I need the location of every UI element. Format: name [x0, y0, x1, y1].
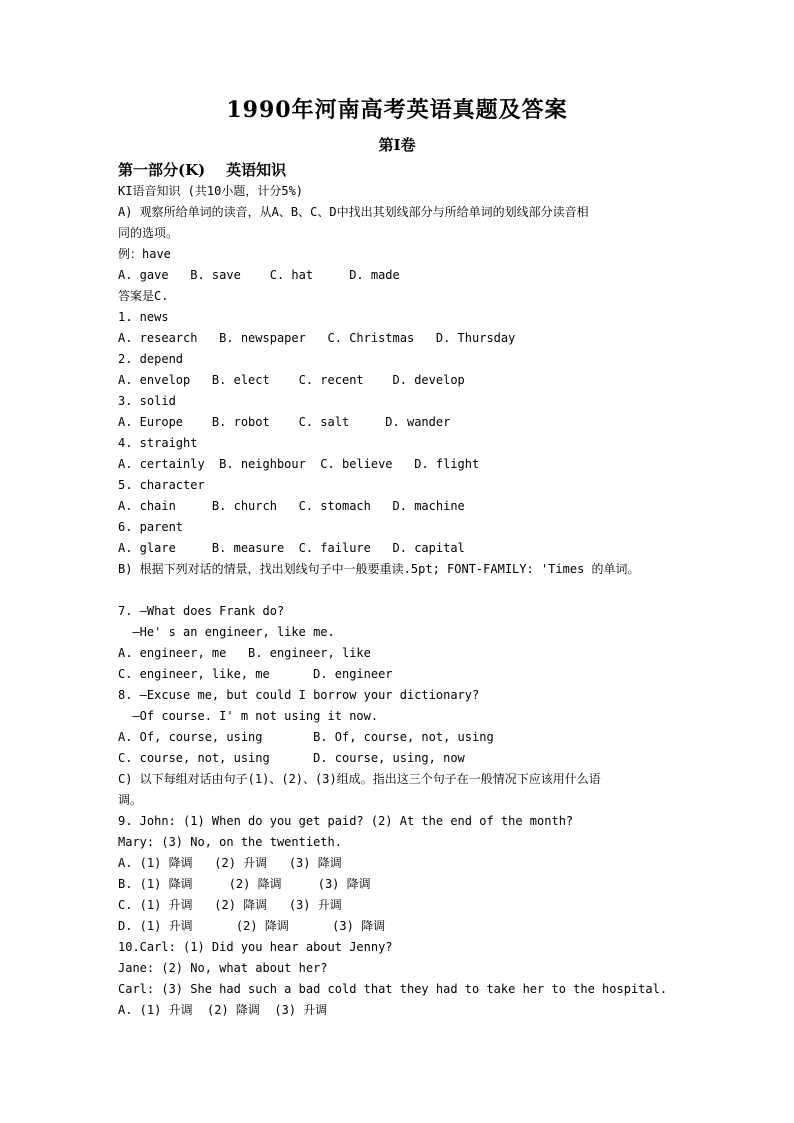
- part1-heading: 第一部分(K) 英语知识: [118, 161, 287, 179]
- question-9-option-b: B. (1) 降调 (2) 降调 (3) 降调: [118, 877, 371, 891]
- question-7-dialog-line1: 7. —What does Frank do?: [118, 604, 285, 618]
- question-9-option-d: D. (1) 升调 (2) 降调 (3) 降调: [118, 919, 386, 933]
- part1-subheading: KI语音知识 (共10小题，计分5%): [118, 184, 304, 198]
- question-8-options-cd: C. course, not, using D. course, using, now: [118, 751, 465, 765]
- question-10-dialog-line3: Carl: (3) She had such a bad cold that they had to take her to the hospital.: [118, 982, 668, 996]
- question-8-dialog-line2: —Of course. I' m not using it now.: [118, 709, 379, 723]
- volume-heading: 第Ⅰ卷: [378, 136, 416, 154]
- document-body: [118, 159, 676, 1021]
- question-10-dialog-line2: Jane: (2) No, what about her?: [118, 961, 328, 975]
- question-4-options: A. certainly B. neighbour C. believe D. flight: [118, 457, 480, 471]
- blank-line: [118, 580, 676, 601]
- question-9-option-a: A. (1) 降调 (2) 升调 (3) 降调: [118, 856, 342, 870]
- section-a-instruction-line2: 同的选项。: [118, 226, 179, 240]
- example-options: A. gave B. save C. hat D. made: [118, 268, 400, 282]
- section-c-instruction-line1: C) 以下每组对话由句子(1)、(2)、(3)组成。指出这三个句子在一般情况下应该用什么语: [118, 772, 601, 786]
- question-5-options: A. chain B. church C. stomach D. machine: [118, 499, 465, 513]
- question-10-option-a: A. (1) 升调 (2) 降调 (3) 升调: [118, 1003, 328, 1017]
- question-10-dialog-line1: 10.Carl: (1) Did you hear about Jenny?: [118, 940, 393, 954]
- document-title: 1990年河南高考英语真题及答案: [226, 97, 568, 123]
- question-7-options-cd: C. engineer, like, me D. engineer: [118, 667, 393, 681]
- question-6-stem: 6. parent: [118, 520, 184, 534]
- question-7-options-ab: A. engineer, me B. engineer, like: [118, 646, 371, 660]
- question-4-stem: 4. straight: [118, 436, 198, 450]
- section-a-instruction-line1: A) 观察所给单词的读音，从A、B、C、D中找出其划线部分与所给单词的划线部分读音相: [118, 205, 589, 219]
- question-2-stem: 2. depend: [118, 352, 184, 366]
- question-9-dialog-line2: Mary: (3) No, on the twentieth.: [118, 835, 342, 849]
- question-3-options: A. Europe B. robot C. salt D. wander: [118, 415, 451, 429]
- question-1-options: A. research B. newspaper C. Christmas D. Thursday: [118, 331, 516, 345]
- question-7-dialog-line2: —He' s an engineer, like me.: [118, 625, 335, 639]
- question-6-options: A. glare B. measure C. failure D. capital: [118, 541, 465, 555]
- example-label: 例：have: [118, 247, 171, 261]
- question-1-stem: 1. news: [118, 310, 169, 324]
- question-8-options-ab: A. Of, course, using B. Of, course, not, using: [118, 730, 494, 744]
- question-5-stem: 5. character: [118, 478, 205, 492]
- example-answer: 答案是C.: [118, 289, 169, 303]
- section-c-instruction-line2: 调。: [118, 793, 143, 807]
- question-9-dialog-line1: 9. John: (1) When do you get paid? (2) At the end of the month?: [118, 814, 574, 828]
- question-3-stem: 3. solid: [118, 394, 176, 408]
- question-2-options: A. envelop B. elect C. recent D. develop: [118, 373, 465, 387]
- section-b-instruction: B) 根据下列对话的情景，找出划线句子中一般要重读.5pt; FONT-FAMILY: 'Times 的单词。: [118, 562, 640, 576]
- question-9-option-c: C. (1) 升调 (2) 降调 (3) 升调: [118, 898, 342, 912]
- question-8-dialog-line1: 8. —Excuse me, but could I borrow your dictionary?: [118, 688, 480, 702]
